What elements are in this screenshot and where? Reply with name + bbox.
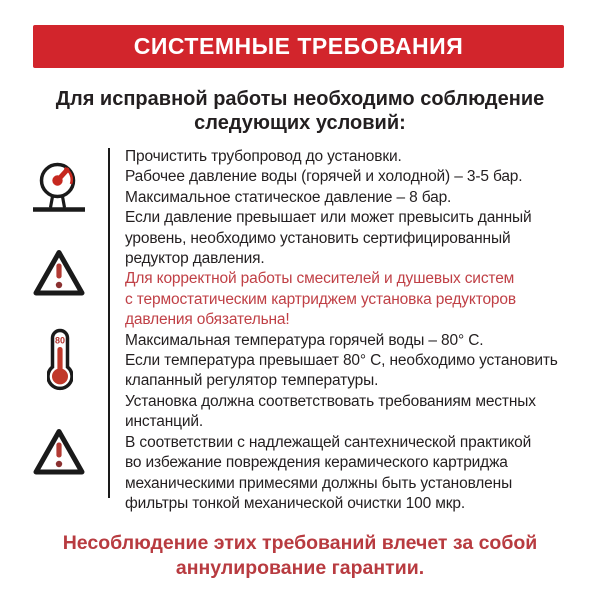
warranty-warning-line2: аннулирование гарантии. <box>175 557 425 579</box>
requirement-line: В соответствии с надлежащей сантехнической практикой <box>125 433 532 451</box>
warning-triangle-icon-1 <box>30 247 88 299</box>
pressure-gauge-icon <box>31 160 87 215</box>
intro-heading-line2: следующих условий: <box>194 112 406 134</box>
requirement-line: клапанный регулятор температуры. <box>125 372 379 390</box>
requirement-line: Для корректной работы смесителей и душевых систем <box>125 270 515 288</box>
requirement-line: фильтры тонкой механической очистки 100 мкр. <box>125 494 466 512</box>
thermometer-label: 80 <box>54 335 66 346</box>
requirement-line: Установка должна соответствовать требованиям местных <box>125 392 536 410</box>
thermometer-icon <box>47 328 73 392</box>
requirement-line: Если давление превышает или может превысить данный <box>125 209 532 227</box>
requirement-line: механическими примесями должны быть установлены <box>125 474 513 492</box>
requirement-line: с термостатическим картриджем установка редукторов <box>125 290 516 308</box>
warranty-warning-line1: Несоблюдение этих требований влечет за собой <box>62 532 538 554</box>
requirement-line: Максимальное статическое давление – 8 бар. <box>125 188 452 206</box>
requirement-line: во избежание повреждения керамического картриджа <box>125 454 508 472</box>
warranty-warning <box>0 531 600 581</box>
vertical-divider <box>108 148 110 498</box>
requirement-line: Если температура превышает 80° C, необходимо установить <box>125 352 558 370</box>
page-title: СИСТЕМНЫЕ ТРЕБОВАНИЯ <box>133 33 464 59</box>
requirement-line: Рабочее давление воды (горячей и холодной) – 3-5 бар. <box>125 168 523 186</box>
requirement-line: давления обязательна! <box>125 311 290 329</box>
intro-heading-line1: Для исправной работы необходимо соблюдение <box>55 88 545 110</box>
requirement-line: редуктор давления. <box>125 250 265 268</box>
requirement-line: Максимальная температура горячей воды – 80° C. <box>125 331 484 349</box>
requirement-line: уровень, необходимо установить сертифицированный <box>125 229 511 247</box>
requirements-list <box>125 147 595 514</box>
title-banner <box>33 25 564 68</box>
requirement-line: Прочистить трубопровод до установки. <box>125 148 402 165</box>
intro-heading <box>0 87 600 135</box>
warning-triangle-icon-2 <box>30 426 88 478</box>
requirement-line: инстанций. <box>125 413 204 431</box>
